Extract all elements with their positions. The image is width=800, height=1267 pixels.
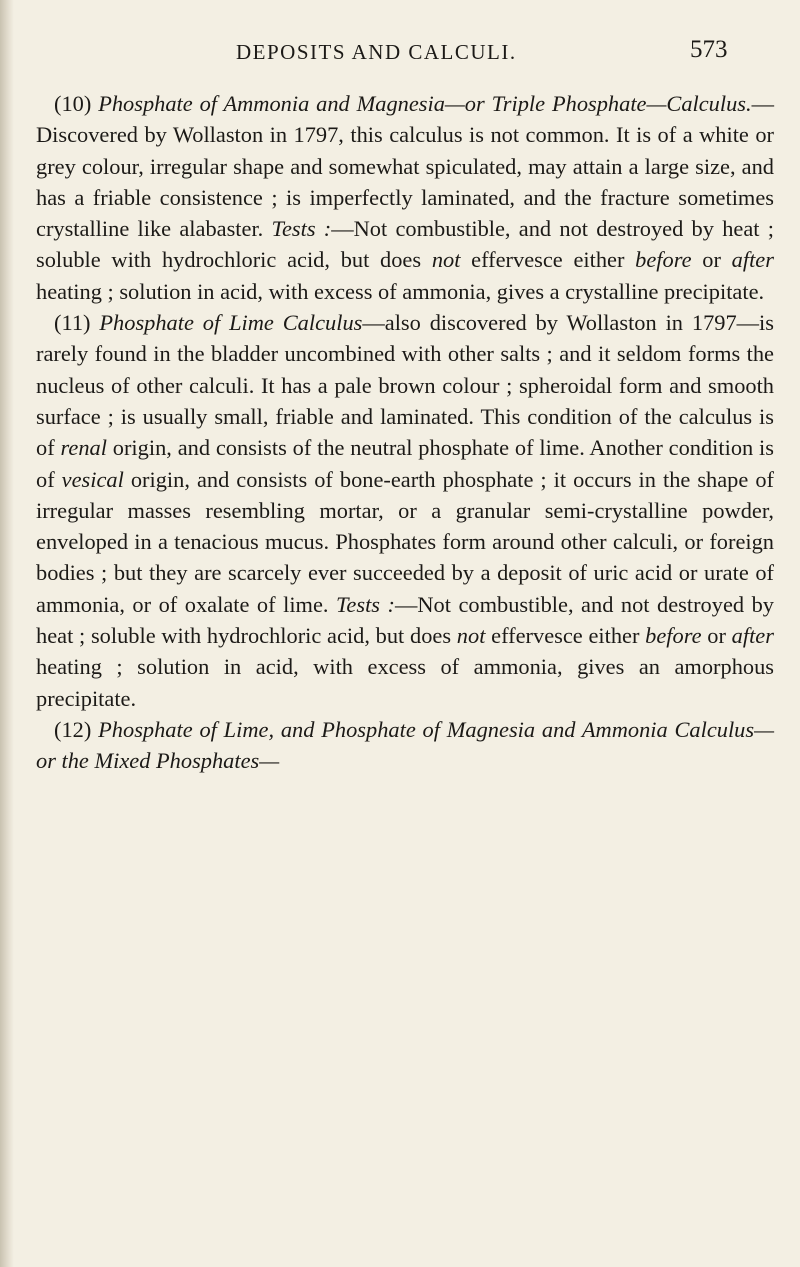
- emphasis-not: not: [431, 247, 461, 273]
- page-gutter-shadow: [0, 0, 14, 1267]
- emphasis-before: before: [645, 623, 702, 649]
- paragraph-triple-phosphate: [36, 88, 774, 307]
- paragraph-text: effervesce either: [491, 623, 640, 649]
- section-title: Phosphate of Lime, and Phosphate of Magnesia and Ammonia Calculus—or the Mixed Phosphates—: [36, 716, 774, 774]
- paragraph-text: —Not combustible, and not destroyed by heat ; soluble with hydrochloric acid, but does: [36, 591, 774, 649]
- section-title: Phosphate of Ammonia and Magnesia—or Triple Phosphate—Calculus.: [98, 91, 752, 116]
- paragraph-text: origin, and consists of the neutral phosphate of lime. Another condition is of: [36, 435, 774, 492]
- page-number: 573: [690, 36, 728, 63]
- tests-label: Tests :: [336, 591, 395, 617]
- paragraph-mixed-phosphates: [36, 714, 774, 777]
- emphasis-after: after: [731, 247, 774, 273]
- paragraph-text: origin, and consists of bone-earth phosphate ; it occurs in the shape of irregular masses resembling mortar, or a granular semi-crystalline powder, enveloped in a tenacious mucus. Phosphates form around other calculi, or foreign bodies ; but they are scarcely ever succeeded by a deposit of uric acid or urate of ammonia, or of oxalate of lime.: [36, 466, 774, 617]
- running-head: DEPOSITS AND CALCULI.: [236, 40, 517, 64]
- paragraph-text: —also discovered by Wollaston in 1797—is rarely found in the bladder uncombined with other salts ; and it seldom forms the nucleus of other calculi. It has a pale brown colour ; spheroidal form and smooth surface ; is usually small, friable and laminated. This condition of the calculus is of: [36, 310, 774, 461]
- emphasis-vesical: vesical: [61, 466, 124, 492]
- section-number: (10): [54, 91, 92, 116]
- paragraph-phosphate-of-lime: [36, 307, 774, 714]
- page-header: [0, 36, 800, 68]
- emphasis-after: after: [731, 623, 774, 649]
- paragraph-text: effervesce either: [471, 247, 625, 273]
- paragraph-text: —Not combustible, and not destroyed by heat ; soluble with hydrochloric acid, but does: [36, 216, 774, 273]
- emphasis-not: not: [456, 623, 486, 649]
- section-number: (11): [54, 310, 91, 336]
- tests-label: Tests :: [271, 216, 332, 242]
- paragraph-text: or: [707, 623, 726, 649]
- paragraph-text: heating ; solution in acid, with excess of ammonia, gives a crystalline precipitate.: [36, 278, 765, 304]
- body-text: [36, 88, 774, 777]
- section-title: Phosphate of Lime Calculus: [99, 310, 363, 336]
- section-number: (12): [54, 716, 92, 742]
- paragraph-text: —Discovered by Wollaston in 1797, this calculus is not common. It is of a white or grey colour, irregular shape and somewhat spiculated, may attain a large size, and has a friable consistence ; is imperfectly laminated, and the fracture sometimes crystalline like alabaster.: [36, 91, 774, 242]
- emphasis-renal: renal: [60, 435, 107, 461]
- paragraph-text: heating ; solution in acid, with excess of ammonia, gives an amorphous precipitate.: [36, 654, 774, 711]
- emphasis-before: before: [635, 247, 692, 273]
- paragraph-text: or: [702, 247, 721, 273]
